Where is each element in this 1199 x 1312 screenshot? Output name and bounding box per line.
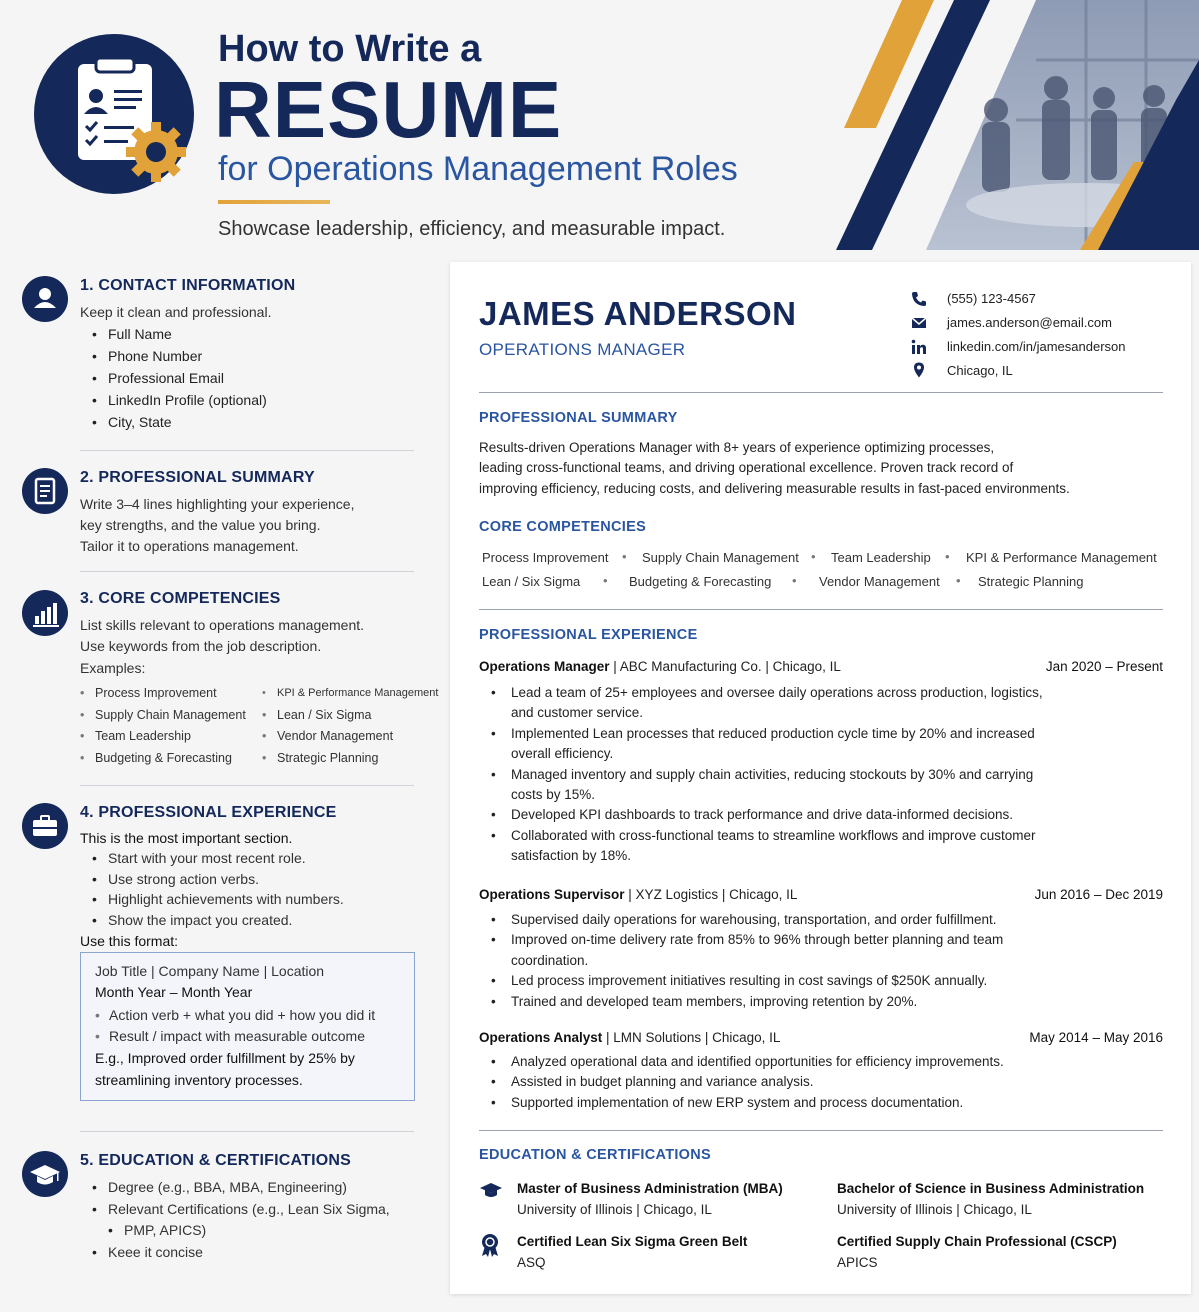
certificate-badge-icon <box>479 1232 501 1258</box>
experience-tips <box>92 848 344 930</box>
job-bullet: • Analyzed operational data and identified opportunities for efficiency improvements. <box>479 1052 1069 1072</box>
list-item: • Budgeting & Forecasting <box>80 748 246 770</box>
briefcase-icon <box>22 803 68 849</box>
list-item-continuation <box>92 1220 390 1242</box>
job-bullets <box>479 683 1049 867</box>
resume-education-heading: EDUCATION & CERTIFICATIONS <box>479 1147 712 1163</box>
resume-summary-line: Results-driven Operations Manager with 8+ years of experience optimizing processes, <box>479 440 995 455</box>
section-title-education: 5. EDUCATION & CERTIFICATIONS <box>80 1152 351 1169</box>
experience-intro: This is the most important section. <box>80 830 293 846</box>
job-title: Operations Supervisor <box>479 887 625 902</box>
format-example: E.g., Improved order fulfillment by 25% by streamlining inventory processes. <box>95 1050 355 1088</box>
resume-summary-heading: PROFESSIONAL SUMMARY <box>479 410 678 426</box>
section-title-contact: 1. CONTACT INFORMATION <box>80 277 296 294</box>
list-item: • Supply Chain Management <box>80 705 246 727</box>
separator-dot: • <box>792 573 797 588</box>
list-item: • Use strong action verbs. <box>92 869 344 890</box>
education-title: Certified Lean Six Sigma Green Belt <box>517 1234 748 1249</box>
list-item: • KPI & Performance Management <box>262 683 438 705</box>
list-item: • Keee it concise <box>92 1242 390 1264</box>
job-title: Operations Analyst <box>479 1030 603 1045</box>
job-heading <box>479 1030 780 1045</box>
job-details: | ABC Manufacturing Co. | Chicago, IL <box>609 659 841 674</box>
competencies-line: Examples: <box>80 660 146 676</box>
job-bullets <box>479 910 1049 1012</box>
office-team-photo <box>836 0 1199 250</box>
competency: KPI & Performance Management <box>966 550 1157 565</box>
document-icon <box>22 468 68 514</box>
resume-experience-heading: PROFESSIONAL EXPERIENCE <box>479 627 698 643</box>
competencies-examples-right <box>262 683 438 769</box>
title-line-1: How to Write a <box>218 28 482 70</box>
job-bullet: • Led process improvement initiatives resulting in cost savings of $250K annually. <box>479 971 1049 991</box>
competencies-examples-left <box>80 683 246 769</box>
job-details: | LMN Solutions | Chicago, IL <box>602 1030 781 1045</box>
list-item-text: PMP, APICS) <box>124 1222 207 1238</box>
job-bullet: • Supported implementation of new ERP system and process documentation. <box>479 1093 1069 1113</box>
resume-summary-line: leading cross-functional teams, and driving operational excellence. Proven track record of <box>479 460 1014 475</box>
contact-location: Chicago, IL <box>947 363 1013 378</box>
contact-phone: (555) 123-4567 <box>947 291 1036 306</box>
competency: Strategic Planning <box>978 574 1084 589</box>
job-bullets <box>479 1052 1069 1113</box>
job-bullet: • Trained and developed team members, improving retention by 20%. <box>479 992 1049 1012</box>
linkedin-icon <box>910 338 928 356</box>
section-title-experience: 4. PROFESSIONAL EXPERIENCE <box>80 804 337 821</box>
summary-line: Tailor it to operations management. <box>80 538 299 554</box>
list-item: • Vendor Management <box>262 726 438 748</box>
job-bullet: • Developed KPI dashboards to track performance and drive data-informed decisions. <box>479 805 1049 825</box>
format-example-box <box>80 952 415 1101</box>
separator-dot: • <box>945 549 950 564</box>
list-item: • Process Improvement <box>80 683 246 705</box>
job-heading <box>479 887 797 902</box>
job-bullet: • Managed inventory and supply chain activities, reducing stockouts by 30% and carrying costs by 15%. <box>479 765 1049 806</box>
list-item: • Highlight achievements with numbers. <box>92 889 344 910</box>
title-accent-rule <box>218 200 330 204</box>
graduation-cap-icon <box>479 1180 503 1202</box>
list-item: • Degree (e.g., BBA, MBA, Engineering) <box>92 1177 390 1199</box>
list-item: • Relevant Certifications (e.g., Lean Six Sigma, <box>92 1199 390 1221</box>
job-bullet: • Lead a team of 25+ employees and oversee daily operations across production, logistics, and customer service. <box>479 683 1049 724</box>
competency: Vendor Management <box>819 574 940 589</box>
list-item: • Professional Email <box>92 367 267 389</box>
contact-email: james.anderson@email.com <box>947 315 1112 330</box>
title-line-3: for Operations Management Roles <box>218 150 738 188</box>
competencies-line: List skills relevant to operations management. <box>80 617 365 633</box>
resume-role: OPERATIONS MANAGER <box>479 340 686 359</box>
competency: Lean / Six Sigma <box>482 574 581 589</box>
divider <box>80 1131 414 1132</box>
divider <box>80 450 414 451</box>
separator-dot: • <box>956 573 961 588</box>
contact-linkedin: linkedin.com/in/jamesanderson <box>947 339 1126 354</box>
list-item: • Show the impact you created. <box>92 910 344 931</box>
divider <box>479 1130 1163 1131</box>
graduation-cap-icon <box>22 1151 68 1197</box>
location-pin-icon <box>910 361 928 379</box>
separator-dot: • <box>811 549 816 564</box>
education-title: Certified Supply Chain Professional (CSCP) <box>837 1234 1117 1249</box>
competency: Budgeting & Forecasting <box>629 574 772 589</box>
contact-checklist <box>92 323 267 433</box>
section-title-summary: 2. PROFESSIONAL SUMMARY <box>80 469 315 486</box>
competency: Team Leadership <box>831 550 931 565</box>
clipboard-gear-logo <box>34 34 194 194</box>
divider <box>479 392 1163 393</box>
education-title: Bachelor of Science in Business Administration <box>837 1181 1145 1196</box>
job-dates: Jan 2020 – Present <box>1045 659 1163 674</box>
list-item: • Phone Number <box>92 345 267 367</box>
job-bullet: • Assisted in budget planning and variance analysis. <box>479 1072 1069 1092</box>
job-dates: May 2014 – May 2016 <box>1029 1030 1163 1045</box>
section-title-competencies: 3. CORE COMPETENCIES <box>80 590 281 607</box>
bar-chart-icon <box>22 590 68 636</box>
education-tips <box>92 1177 390 1263</box>
competency: Process Improvement <box>482 550 609 565</box>
list-item: • City, State <box>92 411 267 433</box>
competency: Supply Chain Management <box>642 550 799 565</box>
job-dates: Jun 2016 – Dec 2019 <box>1034 887 1163 902</box>
education-sub: ASQ <box>517 1255 546 1270</box>
list-item: • Start with your most recent role. <box>92 848 344 869</box>
summary-line: Write 3–4 lines highlighting your experience, <box>80 496 355 512</box>
competencies-line: Use keywords from the job description. <box>80 638 322 654</box>
education-sub: University of Illinois | Chicago, IL <box>837 1202 1032 1217</box>
job-details: | XYZ Logistics | Chicago, IL <box>624 887 798 902</box>
format-label: Use this format: <box>80 933 179 949</box>
format-line: Month Year – Month Year <box>95 984 253 1000</box>
education-sub: University of Illinois | Chicago, IL <box>517 1202 712 1217</box>
format-line: Job Title | Company Name | Location <box>95 963 325 979</box>
title-line-2: RESUME <box>214 65 563 154</box>
education-sub: APICS <box>837 1255 878 1270</box>
separator-dot: • <box>622 549 627 564</box>
divider <box>80 571 414 572</box>
separator-dot: • <box>603 573 608 588</box>
job-bullet: • Collaborated with cross-functional teams to streamline workflows and improve customer satisfaction by 18%. <box>479 826 1049 867</box>
resume-summary-line: improving efficiency, reducing costs, and delivering measurable results in fast-paced environments. <box>479 481 1070 496</box>
list-item: • Lean / Six Sigma <box>262 705 438 727</box>
divider <box>479 609 1163 610</box>
job-bullet: • Implemented Lean processes that reduced production cycle time by 20% and increased overall efficiency. <box>479 724 1049 765</box>
format-bullets <box>95 1005 400 1047</box>
job-bullet: • Improved on-time delivery rate from 85% to 96% through better planning and team coordination. <box>479 930 1049 971</box>
job-heading <box>479 659 841 674</box>
list-item: • Result / impact with measurable outcome <box>95 1026 400 1047</box>
resume-sample <box>450 262 1191 1294</box>
resume-name: JAMES ANDERSON <box>479 295 797 332</box>
divider <box>80 785 414 786</box>
user-icon <box>22 276 68 322</box>
summary-line: key strengths, and the value you bring. <box>80 517 321 533</box>
list-item: • Action verb + what you did + how you did it <box>95 1005 400 1026</box>
list-item: • Strategic Planning <box>262 748 438 770</box>
contact-intro: Keep it clean and professional. <box>80 304 272 320</box>
list-item: • Team Leadership <box>80 726 246 748</box>
tagline: Showcase leadership, efficiency, and measurable impact. <box>218 218 726 240</box>
list-item: • LinkedIn Profile (optional) <box>92 389 267 411</box>
email-icon <box>910 314 928 332</box>
job-bullet: • Supervised daily operations for warehousing, transportation, and order fulfillment. <box>479 910 1049 930</box>
phone-icon <box>910 290 928 308</box>
list-item: • Full Name <box>92 323 267 345</box>
job-title: Operations Manager <box>479 659 610 674</box>
resume-competencies-heading: CORE COMPETENCIES <box>479 519 647 535</box>
education-title: Master of Business Administration (MBA) <box>517 1181 783 1196</box>
